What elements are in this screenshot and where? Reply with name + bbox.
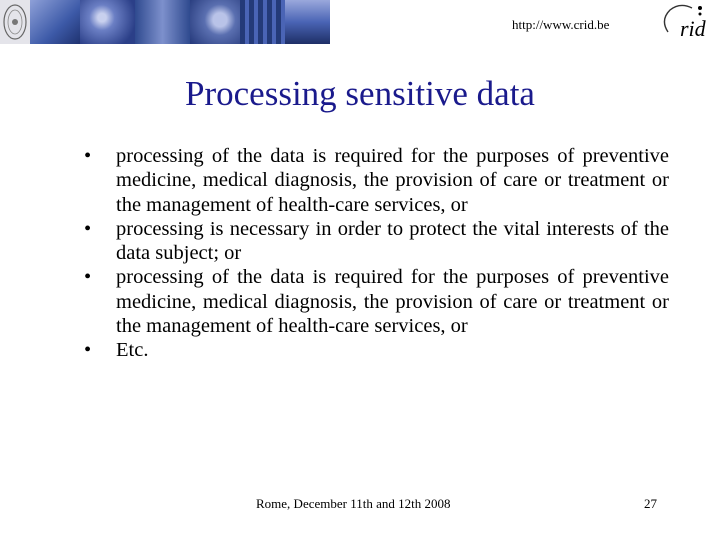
logo-text: rid bbox=[680, 16, 706, 41]
bullet-list bbox=[84, 144, 669, 363]
banner-photo-molecule bbox=[80, 0, 135, 44]
university-seal-icon bbox=[2, 2, 28, 42]
banner-photo-stacks bbox=[240, 0, 285, 44]
bullet-text: processing of the data is required for the purposes of preventive medicine, medical diagnosis, the provision of care or treatment or the management of health-care services, or bbox=[116, 145, 669, 216]
banner-photo-person bbox=[190, 0, 240, 44]
header-banner bbox=[0, 0, 330, 44]
bullet-icon: • bbox=[84, 145, 92, 167]
list-item bbox=[84, 144, 669, 217]
bullet-icon: • bbox=[84, 217, 92, 240]
bullet-icon: • bbox=[84, 339, 92, 362]
bullet-text: Etc. bbox=[116, 339, 149, 362]
bullet-text: processing is necessary in order to protect the vital interests of the data subject; or bbox=[116, 217, 669, 265]
list-item bbox=[84, 338, 669, 362]
slide-title: Processing sensitive data bbox=[185, 74, 535, 113]
crid-logo-icon bbox=[658, 2, 716, 42]
banner-photo-books bbox=[135, 0, 190, 44]
header-url: http://www.crid.be bbox=[512, 17, 610, 32]
bullet-text: processing of the data is required for the purposes of preventive medicine, medical diagnosis, the provision of care or treatment or the management of health-care services, or bbox=[116, 266, 669, 338]
banner-photo-crystal bbox=[30, 0, 80, 44]
list-item bbox=[84, 265, 669, 338]
bullet-icon: • bbox=[84, 266, 92, 289]
banner-seal-tile bbox=[0, 0, 30, 44]
list-item bbox=[84, 217, 669, 266]
banner-photo-screen bbox=[285, 0, 330, 44]
page-number: 27 bbox=[644, 496, 657, 511]
footer-event-text: Rome, December 11th and 12th 2008 bbox=[256, 496, 451, 511]
